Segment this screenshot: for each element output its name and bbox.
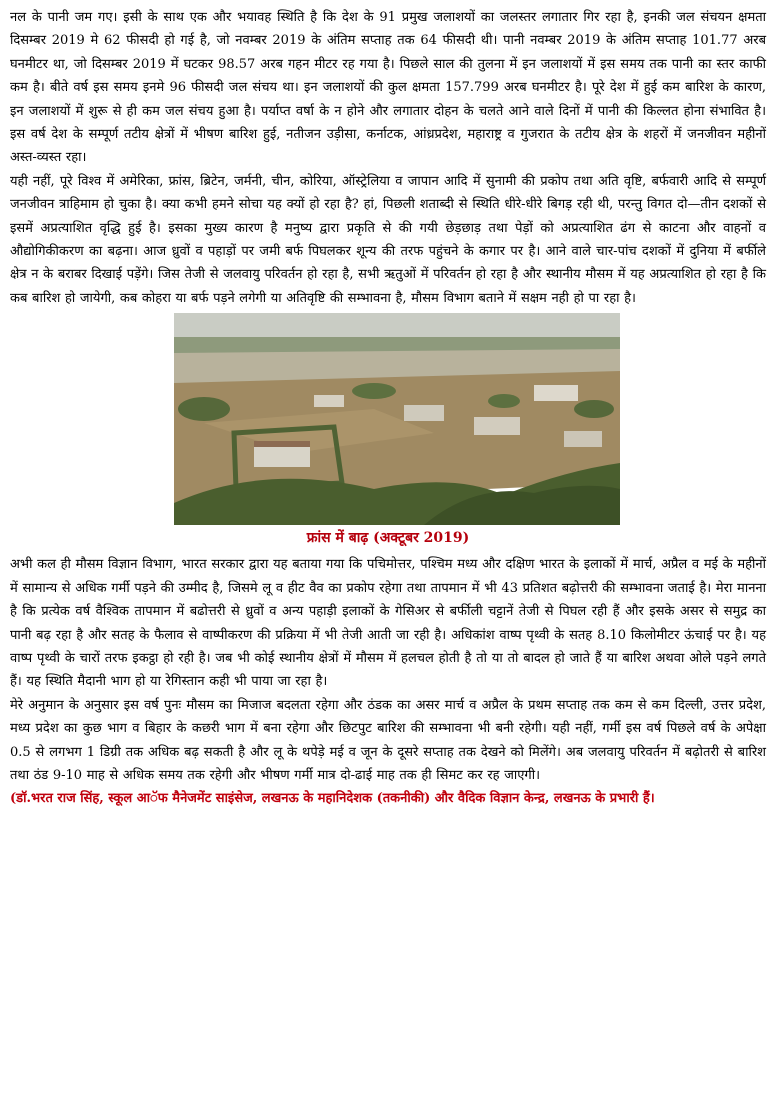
photo-house (404, 405, 444, 421)
paragraph-world-climate: यही नहीं, पूरे विश्व में अमेरिका, फ्रांस, ब्रिटेन, जर्मनी, चीन, कोरिया, ऑस्ट्रेलिया व जापान आदि में सुनामी की प्रकोप तथा अति वृष्टि, बर्फवारी आदि से सम्पूर्ण जनजीवन त्राहिमाम हो चुका है। क्या कभी हमने सोचा यह क्यों हो रहा है? हां, पिछली शताब्दी से स्थिति धीरे-धीरे बिगड़ रही थी, परन्तु विगत दो—तीन दशकों से इसमें अप्रत्याशित वृद्धि हुई है। इसका मुख्य कारण है मनुष्य द्वारा प्रकृति से की गयी छेड़छाड़ तथा पेड़ों को अप्रत्याशित ढंग से काटना और वाहनों व औद्योगिकीकरण का बढ़ना। आज ध्रुवों व पहाड़ों पर जमी बर्फ पिघलकर शून्य की तरफ पहुंचने के कगार पर है। आने वाले चार-पांच दशकों में दुनिया में बर्फीले क्षेत्र न के बराबर दिखाई पड़ेंगे। जिस तेजी से जलवायु परिवर्तन हो रहा है, सभी ऋतुओं में परिवर्तन हो रहा है और स्थानीय मौसम में यह अप्रत्याशित हो रहा है कि कब बारिश हो जायेगी, कब कोहरा या बर्फ पड़ने लगेगी या अतिवृष्टि की सम्भावना है, मौसम विभाग बताने में सक्षम नही हो पा रहा है। (10, 173, 766, 306)
flood-photo (174, 313, 620, 525)
paragraph-forecast: मेरे अनुमान के अनुसार इस वर्ष पुनः मौसम का मिजाज बदलता रहेगा और ठंडक का असर मार्च व अप्रैल के प्रथम सप्ताह तक कम से कम दिल्ली, उत्तर प्रदेश, मध्य प्रदेश का कुछ भाग व बिहार के कछरी भाग में बना रहेगा और छिटपुट बारिश की सम्भावना भी बनी रहेगी। यही नहीं, गर्मी इस वर्ष पिछले वर्ष के अपेक्षा 0.5 से लगभग 1 डिग्री तक अधिक बढ़ सकती है और लू के थपेड़े मई व जून के दूसरे सप्ताह तक देखने को मिलेंगे। अब जलवायु परिवर्तन में बढ़ोतरी से बारिश तथा ठंड 9-10 माह से अधिक समय तक रहेगी और भीषण गर्मी मात्र दो-ढाई माह तक ही सिमट कर रह जाएगी। (10, 697, 766, 783)
paragraph-weather-department: अभी कल ही मौसम विज्ञान विभाग, भारत सरकार द्वारा यह बताया गया कि पचिमोत्तर, पश्चिम मध्य और दक्षिण भारत के इलाकों में मार्च, अप्रैल व मई के महीनों में सामान्य से अधिक गर्मी पड़ने की उम्मीद है, जिसमे लू व हीट वैव का प्रकोप रहेगा तथा तापमान में भी 43 प्रतिशत बढ़ोत्तरी की सम्भावना जताई है। मेरा मानना है कि प्रत्येक वर्ष वैश्विक तापमान में बढोत्तरी से ध्रुवों व अन्य पहाड़ी इलाकों के गेसिअर से बर्फीली चट्टानें तेजी से पिघल रही हैं और इसके असर से समुद्र का पानी बढ़ रहा है और सतह के फैलाव से वाष्पीकरण की प्रक्रिया में भी तेजी आती जा रही है। अधिकांश वाष्प पृथ्वी के सतह 8.10 किलोमीटर ऊंचाई पर है। यह वाष्प पृथ्वी के चारों तरफ इकट्ठा हो रही है। जब भी कोई स्थानीय क्षेत्रों में मौसम में हलचल होती है तो या तो बादल हो जाते हैं या बारिश अथवा ओले पड़ने लगते हैं। यह स्थिति मैदानी भाग हो या रेगिस्तान कही भी पाया जा रहा है। (10, 557, 767, 690)
photo-house (534, 385, 578, 401)
figure-caption: फ्रांस में बाढ़ (अक्टूबर 2019) (306, 530, 470, 547)
paragraph-reservoirs: नल के पानी जम गए। इसी के साथ एक और भयावह स्थिति है कि देश के 91 प्रमुख जलाशयों का जलस्तर लगातार गिर रहा है, इनकी जल संचयन क्षमता दिसम्बर 2019 मे 62 फीसदी हो गई है, जो नवम्बर 2019 के अंतिम सप्ताह तक 64 फीसदी थी। पानी नवम्बर 2019 के अंतिम सप्ताह 101.77 अरब घनमीटर था, जो दिसम्बर 2019 में घटकर 98.57 अरब गहन मीटर रह गया है। पिछले साल की तुलना में इन जलाशयों में इस समय तक पानी का स्तर काफी कम है। बीते वर्ष इस समय इनमे 96 फीसदी जल संचय था। इन जलाशयों की कुल क्षमता 157.799 अरब घनमीटर है। पूरे देश में हुई कम बारिश के कारण, इन जलाशयों में शुरू से ही कम जल संचय हुआ है। पर्याप्त वर्षा के न होने और लगातार दोहन के चलते आने वाले दिनों में पानी की किल्लत होना संभावित है। इस वर्ष देश के सम्पूर्ण तटीय क्षेत्रों में भीषण बारिश हुई, नतीजन उड़ीसा, कर्नाटक, आंध्रप्रदेश, महाराष्ट्र व गुजरात के तटीय क्षेत्र के शहरों में जनजीवन महीनों अस्त-व्यस्त रहा। (10, 10, 766, 166)
flood-photo-figure (174, 313, 620, 525)
photo-house (254, 445, 310, 467)
author-note: (डॉ.भरत राज सिंह, स्कूल आॅफ मैनेजमेंट साइंसेज, लखनऊ के महानिदेशक (तकनीकी) और वैदिक विज्ञान केन्द्र, लखनऊ के प्रभारी हैं। (10, 791, 655, 807)
photo-house (564, 431, 602, 447)
photo-house (314, 395, 344, 407)
photo-house (474, 417, 520, 435)
